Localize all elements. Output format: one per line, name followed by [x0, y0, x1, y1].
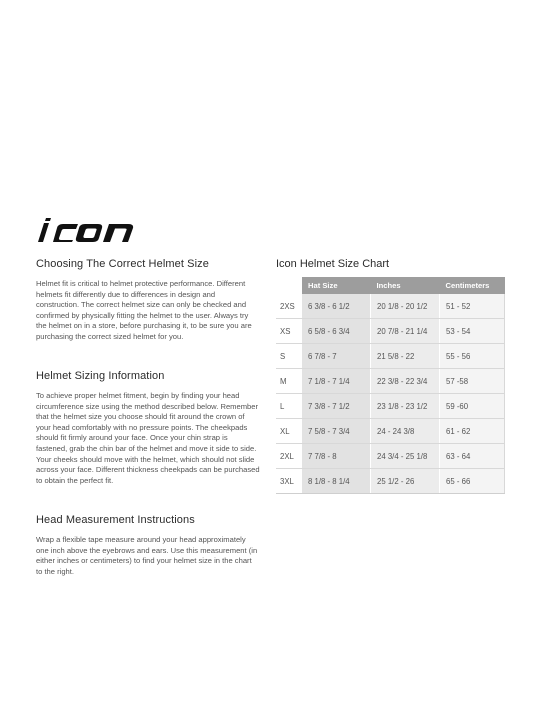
inches-cell: 24 - 24 3/8: [371, 419, 440, 444]
inches-cell: 20 1/8 - 20 1/2: [371, 294, 440, 319]
section-body: Wrap a flexible tape measure around your head approximately one inch above the eyebrows and ears. Use this measurement (in either inches or centimeters) to find your helmet size in the chart to the right.: [36, 535, 258, 576]
table-row: [276, 444, 505, 469]
hat-size-cell: 7 1/8 - 7 1/4: [302, 369, 371, 394]
size-label: S: [276, 344, 302, 369]
header-blank: [276, 277, 302, 294]
centimeters-cell: 59 -60: [440, 394, 505, 419]
section-choosing-size: [36, 258, 260, 343]
table-row: [276, 369, 505, 394]
size-label: 3XL: [276, 469, 302, 494]
section-heading: Head Measurement Instructions: [36, 514, 195, 526]
header-centimeters: Centimeters: [440, 277, 505, 294]
hat-size-cell: 8 1/8 - 8 1/4: [302, 469, 371, 494]
header-inches: Inches: [371, 277, 440, 294]
size-label: M: [276, 369, 302, 394]
hat-size-cell: 7 5/8 - 7 3/4: [302, 419, 371, 444]
centimeters-cell: 65 - 66: [440, 469, 505, 494]
section-body: To achieve proper helmet fitment, begin by finding your head circumference size using the method described below. Remember that the helmet size you choose should fit around the crown of your head comfortably with no pressure points. The cheekpads should fit firmly around your face. Once your chin strap is fastened, grab the chin bar of the helmet and move it side to side. Your cheeks should move with the helmet, which should not slide across your face. Different thickness cheekpads can be purchased to obtain the perfect fit.: [36, 391, 260, 485]
inches-cell: 25 1/2 - 26: [371, 469, 440, 494]
hat-size-cell: 7 3/8 - 7 1/2: [302, 394, 371, 419]
table-row: [276, 294, 505, 319]
centimeters-cell: 53 - 54: [440, 319, 505, 344]
table-row: [276, 469, 505, 494]
section-heading: Choosing The Correct Helmet Size: [36, 258, 209, 270]
size-chart: [276, 258, 506, 494]
centimeters-cell: 55 - 56: [440, 344, 505, 369]
size-chart-table: [276, 277, 505, 494]
inches-cell: 24 3/4 - 25 1/8: [371, 444, 440, 469]
hat-size-cell: 6 3/8 - 6 1/2: [302, 294, 371, 319]
centimeters-cell: 51 - 52: [440, 294, 505, 319]
table-row: [276, 419, 505, 444]
inches-cell: 22 3/8 - 22 3/4: [371, 369, 440, 394]
section-head-measurement: [36, 514, 260, 577]
hat-size-cell: 7 7/8 - 8: [302, 444, 371, 469]
section-body: Helmet fit is critical to helmet protective performance. Different helmets fit differently due to differences in design and construction. The correct helmet size can only be checked and confirmed by physically fitting the helmet to the user. Always try the helmet on in a store, before purchasing it, to be sure you are purchasing the correct sized helmet for you.: [36, 279, 252, 341]
centimeters-cell: 63 - 64: [440, 444, 505, 469]
table-row: [276, 319, 505, 344]
header-hat-size: Hat Size: [302, 277, 371, 294]
table-row: [276, 344, 505, 369]
inches-cell: 23 1/8 - 23 1/2: [371, 394, 440, 419]
section-sizing-information: [36, 370, 260, 486]
size-label: XS: [276, 319, 302, 344]
size-chart-title: Icon Helmet Size Chart: [276, 258, 390, 270]
inches-cell: 21 5/8 - 22: [371, 344, 440, 369]
icon-logo: [36, 218, 140, 244]
hat-size-cell: 6 7/8 - 7: [302, 344, 371, 369]
section-heading: Helmet Sizing Information: [36, 370, 165, 382]
hat-size-cell: 6 5/8 - 6 3/4: [302, 319, 371, 344]
centimeters-cell: 61 - 62: [440, 419, 505, 444]
inches-cell: 20 7/8 - 21 1/4: [371, 319, 440, 344]
centimeters-cell: 57 -58: [440, 369, 505, 394]
table-header-row: [276, 277, 505, 294]
size-label: 2XS: [276, 294, 302, 319]
size-label: XL: [276, 419, 302, 444]
table-row: [276, 394, 505, 419]
size-label: L: [276, 394, 302, 419]
size-label: 2XL: [276, 444, 302, 469]
